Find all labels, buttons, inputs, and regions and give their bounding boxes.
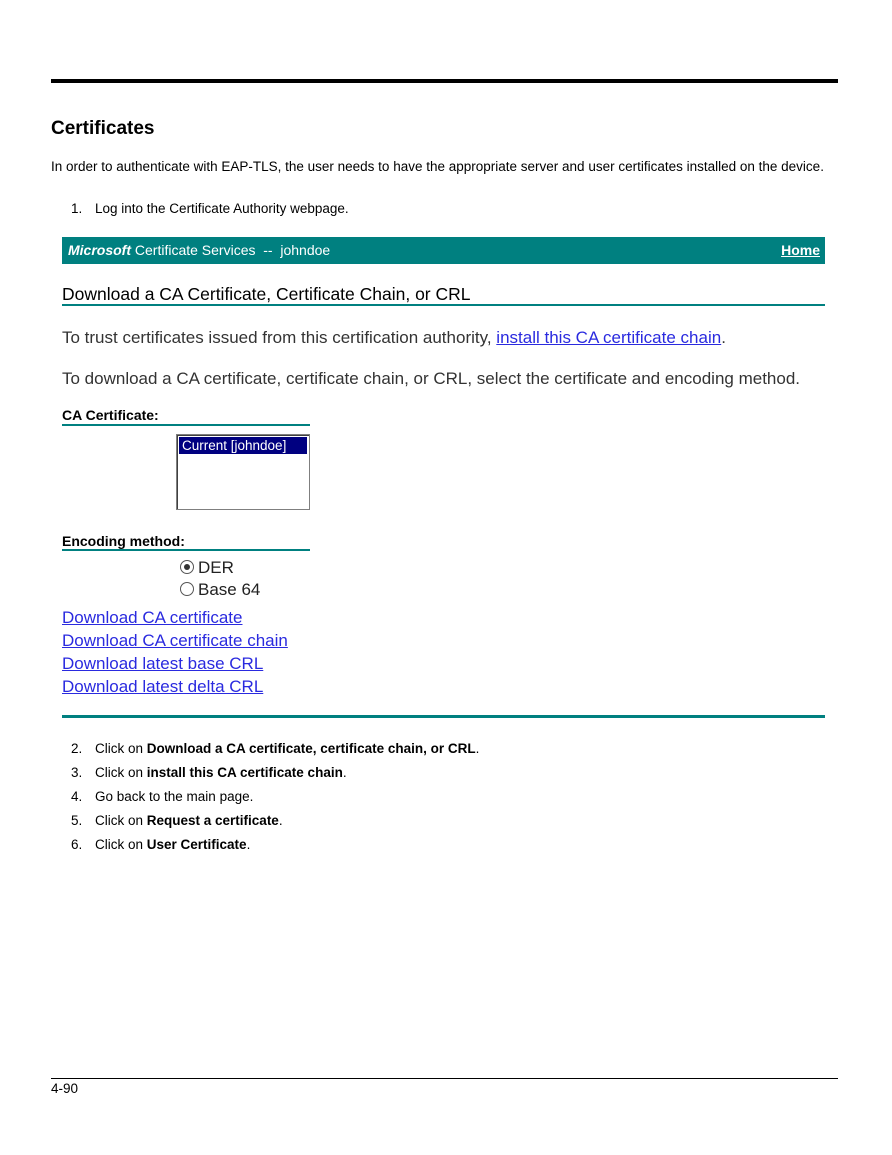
step-end: . [246, 837, 251, 852]
ca-certificate-listbox[interactable] [176, 434, 310, 510]
ca-certificate-option[interactable]: Current [johndoe] [179, 437, 307, 454]
step-number: 5. [71, 813, 83, 828]
download-delta-crl-link[interactable]: Download latest delta CRL [62, 677, 264, 696]
step-3 [71, 764, 347, 782]
radio-label: DER [198, 558, 234, 577]
step-number: 3. [71, 765, 83, 780]
brand-title [68, 242, 330, 258]
step-5 [71, 812, 283, 830]
step-bold: install this CA certificate chain [146, 765, 343, 780]
step-2 [71, 740, 479, 758]
step-text: Click on [95, 765, 147, 780]
step-4 [71, 788, 253, 806]
radio-selected-icon[interactable] [180, 560, 194, 574]
step-text: Click on [95, 741, 147, 756]
download-ca-certificate-link[interactable]: Download CA certificate [62, 608, 243, 627]
download-instructions: To download a CA certificate, certificate chain, or CRL, select the certificate and encoding method. [62, 369, 801, 388]
encoding-label-underline [62, 549, 310, 551]
screenshot-bottom-rule [62, 715, 825, 718]
ca-label-underline [62, 424, 310, 426]
trust-text: To trust certificates issued from this certification authority, [62, 328, 497, 347]
download-base-crl-link[interactable]: Download latest base CRL [62, 654, 264, 673]
brand-service: Certificate Services -- johndoe [131, 242, 331, 258]
step-number: 6. [71, 837, 83, 852]
step-text: Go back to the main page. [95, 789, 254, 804]
step-bold: Request a certificate [146, 813, 279, 828]
certificate-services-header [62, 237, 825, 264]
encoding-der-radio[interactable] [180, 558, 234, 578]
ca-certificate-label: CA Certificate: [62, 407, 159, 423]
page-number: 4-90 [51, 1081, 79, 1096]
radio-label: Base 64 [198, 580, 261, 599]
intro-paragraph: In order to authenticate with EAP-TLS, the user needs to have the appropriate server and user certificates installed on the device. [51, 159, 824, 174]
step-text: Click on [95, 813, 147, 828]
install-ca-chain-link[interactable]: install this CA certificate chain [496, 328, 722, 347]
step-end: . [278, 813, 283, 828]
step-number: 1. [71, 201, 83, 216]
step-number: 4. [71, 789, 83, 804]
step-text: Log into the Certificate Authority webpage. [95, 201, 349, 216]
step-number: 2. [71, 741, 83, 756]
heading-underline [62, 304, 825, 306]
step-bold: Download a CA certificate, certificate chain, or CRL [146, 741, 476, 756]
section-title: Certificates [51, 118, 155, 139]
step-end: . [342, 765, 347, 780]
download-ca-chain-link[interactable]: Download CA certificate chain [62, 631, 288, 650]
step-text: Click on [95, 837, 147, 852]
download-heading: Download a CA Certificate, Certificate Chain, or CRL [62, 284, 471, 304]
step-end: . [475, 741, 480, 756]
encoding-base64-radio[interactable] [180, 580, 260, 600]
step-1 [71, 200, 349, 218]
top-rule [51, 79, 838, 83]
trust-paragraph [62, 328, 726, 348]
radio-unselected-icon[interactable] [180, 582, 194, 596]
step-6 [71, 836, 250, 854]
encoding-method-label: Encoding method: [62, 533, 185, 549]
trust-end: . [721, 328, 726, 347]
step-bold: User Certificate [146, 837, 247, 852]
footer-rule [51, 1078, 838, 1079]
brand-microsoft: Microsoft [68, 242, 131, 258]
home-link[interactable]: Home [781, 242, 820, 258]
